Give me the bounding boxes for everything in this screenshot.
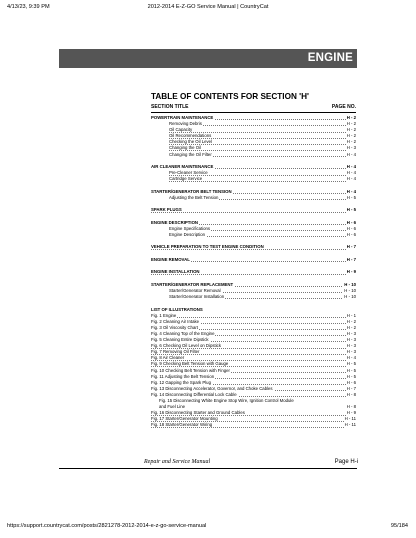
toc-section-row-title: ENGINE DESCRIPTION <box>151 219 199 225</box>
toc-subsection-row-page: H - 2 <box>346 127 356 133</box>
illustration-row-page: H - 8 <box>346 404 356 410</box>
toc-subsection-row-title: Starter/Generator Removal <box>151 288 222 293</box>
illustration-row <box>151 422 356 428</box>
toc-subsection-row-title: Changing the Oil Filter <box>151 152 213 157</box>
illustration-row-title: Fig. 1 Engine <box>151 312 177 318</box>
illustration-row-page: H - 3 <box>346 349 356 355</box>
illustration-row-title: Fig. 14 Disconnecting Differential Lock Cable <box>151 391 237 397</box>
toc-subsection-row-page: H - 3 <box>346 145 356 151</box>
toc-subsection-row <box>151 232 356 238</box>
toc-subsection-row <box>151 294 356 300</box>
illustration-row-title: Fig. 15 Disconnecting White Engine Stop Wire, Ignition Control Module <box>151 398 295 403</box>
toc-section-row-page: H - 6 <box>346 219 356 225</box>
toc-section-row-title: POWERTRAIN MAINTENANCE <box>151 115 214 120</box>
toc-subsection-row-page: H - 10 <box>344 288 356 293</box>
toc-section-row-title: ENGINE INSTALLATION <box>151 269 200 275</box>
toc-subsection-row-page: H - 6 <box>346 231 356 237</box>
toc-section-row-page: H - 7 <box>346 244 356 250</box>
toc-subsection-row <box>151 176 356 182</box>
illustration-row-title: and Fuel Line <box>151 404 186 409</box>
toc-subsection-row-page: H - 4 <box>346 170 356 176</box>
toc-subsection-row-page: H - 2 <box>346 139 356 145</box>
illustration-row-title: Fig. 5 Cleaning Entire Dipstick <box>151 337 209 343</box>
illustration-row-page: H - 5 <box>346 361 356 367</box>
toc-subsection-row-title: Checking the Oil Level <box>151 139 213 144</box>
toc-section-row-title: STARTER/GENERATOR BELT TENSION <box>151 188 232 194</box>
illustration-row-page: H - 5 <box>346 367 356 373</box>
toc-header-rule <box>151 112 356 113</box>
print-datetime: 4/13/23, 9:39 PM <box>7 4 50 10</box>
illustration-row-page: H - 6 <box>346 379 356 385</box>
illustration-row-title: Fig. 2 Cleaning Air Intake <box>151 318 200 324</box>
illustration-row-title: Fig. 3 Oil Viscosity Chart <box>151 324 198 330</box>
toc-subsection-row-page: H - 2 <box>346 121 356 127</box>
toc-col-section: SECTION TITLE <box>151 104 189 110</box>
illustration-row-page: H - 2 <box>346 318 356 324</box>
illustrations-title: LIST OF ILLUSTRATIONS <box>151 306 203 312</box>
illustration-row-title: Fig. 11 Adjusting the Belt Tension <box>151 373 215 379</box>
toc-section-row-title: SPARK PLUGS <box>151 207 182 213</box>
toc-subsection-row-title: Pre-Cleaner Service <box>151 170 209 175</box>
illustration-row-title: Fig. 8 Air Cleaner <box>151 355 185 361</box>
section-band-title: ENGINE <box>307 52 353 64</box>
toc-subsection-row-page: H - 10 <box>344 294 356 300</box>
toc-section-row-page: H - 9 <box>346 269 356 275</box>
print-page-title: 2012-2014 E-Z-GO Service Manual | CountryCat <box>147 4 269 10</box>
illustration-row-page: H - 3 <box>346 343 356 349</box>
illustration-row-page: H - 1 <box>346 312 356 318</box>
toc-section-row <box>151 269 356 275</box>
toc-subsection-row <box>151 152 356 158</box>
manual-title: Repair and Service Manual <box>144 459 211 465</box>
toc-section-row <box>151 244 356 250</box>
toc-col-page: PAGE NO. <box>331 104 356 110</box>
illustration-row-title: Fig. 16 Disconnecting Starter and Ground Cables <box>151 410 245 416</box>
toc-section-row-title: VEHICLE PREPARATION TO TEST ENGINE CONDITION <box>151 244 264 250</box>
toc-column-headers <box>151 103 356 111</box>
toc-subsection-row-title: Oil Recommendations <box>151 133 212 138</box>
page-number: Page H-i <box>334 459 358 465</box>
illustration-row-page: H - 3 <box>346 330 356 336</box>
section-band <box>59 49 357 68</box>
illustration-row-page: H - 7 <box>346 385 356 391</box>
toc-subsection-row-page: H - 2 <box>346 133 356 139</box>
illustration-row-title: Fig. 7 Removing Oil Filter <box>151 349 200 355</box>
toc-section-row-title: AIR CLEANER MAINTENANCE <box>151 164 214 170</box>
toc-subsection-row-title: Oil Capacity <box>151 127 193 132</box>
illustration-row-title: Fig. 6 Checking Oil Level on Dipstick <box>151 343 221 349</box>
illustration-row-title: Fig. 10 Checking Belt Tension with Finger <box>151 367 230 373</box>
illustration-row-title: Fig. 13 Disconnecting Accelerator, Governor, and Choke Cables <box>151 385 273 391</box>
toc-subsection-row-title: Engine Description <box>151 232 206 237</box>
toc-section-row <box>151 257 356 263</box>
toc-body <box>151 115 356 428</box>
print-page-count: 95/184 <box>390 523 408 529</box>
illustration-row-page: H - 11 <box>344 416 356 422</box>
illustration-row-title: Fig. 17 Starter/Generator Mounting <box>151 416 218 422</box>
footer-rule <box>59 468 357 469</box>
toc-subsection-row-title: Starter/Generator Installation <box>151 294 225 299</box>
toc-title: TABLE OF CONTENTS FOR SECTION 'H' <box>151 92 309 101</box>
illustration-row-page: H - 3 <box>346 337 356 343</box>
toc-subsection-row-title: Cartridge Service <box>151 176 203 181</box>
illustration-row-page: H - 11 <box>344 422 356 428</box>
illustration-row-page: H - 4 <box>346 355 356 361</box>
toc-subsection-row-page: H - 4 <box>346 151 356 157</box>
illustration-row-page: H - 8 <box>346 391 356 397</box>
illustration-row-title: Fig. 18 Starter/Generator Wiring <box>151 422 213 428</box>
illustration-row-title: Fig. 9 Checking Belt Tension with Gauge <box>151 361 229 367</box>
toc-section-row-page: H - 4 <box>346 188 356 194</box>
toc-section-row-page: H - 4 <box>346 164 356 170</box>
toc-subsection-row-page: H - 4 <box>346 176 356 182</box>
toc-section-row-page: H - 5 <box>346 207 356 213</box>
toc-subsection-row-title: Changing the Oil <box>151 145 202 150</box>
toc-section-row-page: H - 10 <box>344 281 356 287</box>
print-url: https://support.countrycat.com/posts/2821278-2012-2014-e-z-go-service-manual <box>7 523 207 529</box>
toc-subsection-row-title: Removing Debris <box>151 121 203 126</box>
toc-subsection-row-page: H - 5 <box>346 194 356 200</box>
toc-section-row-title: STARTER/GENERATOR REPLACEMENT <box>151 281 234 287</box>
table-of-contents <box>151 92 356 428</box>
toc-section-row-page: H - 7 <box>346 256 356 262</box>
toc-section-row-page: H - 2 <box>346 115 356 120</box>
toc-section-row-title: ENGINE REMOVAL <box>151 256 190 262</box>
toc-subsection-row-title: Engine Specifications <box>151 226 211 231</box>
illustration-row-title: Fig. 4 Cleaning Top of the Engine <box>151 330 215 336</box>
toc-subsection-row-title: Adjusting the Belt Tension <box>151 195 219 200</box>
illustration-row-page: H - 9 <box>346 410 356 416</box>
toc-subsection-row <box>151 195 356 201</box>
illustration-row-page: H - 2 <box>346 324 356 330</box>
illustration-row-title: Fig. 12 Gapping the Spark Plug <box>151 379 211 385</box>
toc-section-row <box>151 207 356 213</box>
toc-subsection-row-page: H - 6 <box>346 225 356 231</box>
illustration-row-page: H - 5 <box>346 373 356 379</box>
